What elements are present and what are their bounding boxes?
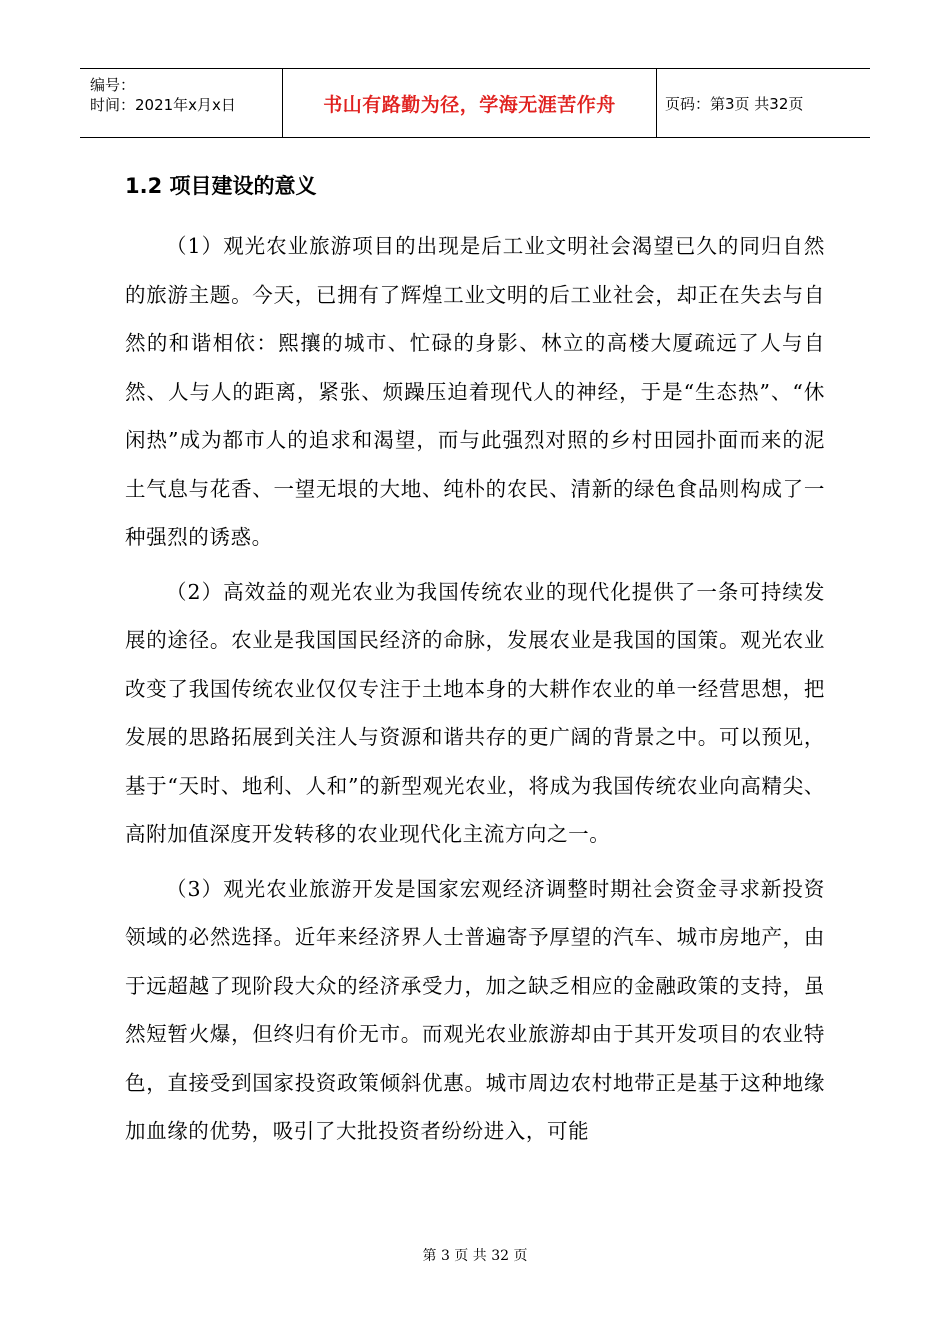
document-number-label: 编号：: [90, 76, 136, 94]
section-title: 1.2 项目建设的意义: [125, 174, 317, 198]
document-time-label: 时间：2021年x月x日: [90, 96, 236, 114]
paragraph-3: （3）观光农业旅游开发是国家宏观经济调整时期社会资金寻求新投资领域的必然选择。近年来经济界人士普遍寄予厚望的汽车、城市房地产，由于远超越了现阶段大众的经济承受力，加之缺乏相应的金融政策的支持，虽然短暂火爆，但终归有价无市。而观光农业旅游却由于其开发项目的农业特色，直接受到国家投资政策倾斜优惠。城市周边农村地带正是基于这种地缘加血缘的优势，吸引了大批投资者纷纷进入，可能: [125, 876, 825, 1143]
paragraph-1: （1）观光农业旅游项目的出现是后工业文明社会渴望已久的同归自然的旅游主题。今天，已拥有了辉煌工业文明的后工业社会，却正在失去与自然的和谐相依：熙攘的城市、忙碌的身影、林立的高楼大厦疏远了人与自然、人与人的距离，紧张、烦躁压迫着现代人的神经，于是“生态热”、“休闲热”成为都市人的追求和渴望，而与此强烈对照的乡村田园扑面而来的泥土气息与花香、一望无垠的大地、纯朴的农民、清新的绿色食品则构成了一种强烈的诱惑。: [125, 234, 825, 549]
header-motto: 书山有路勤为径，学海无涯苦作舟: [283, 69, 657, 137]
page-header: [80, 68, 870, 138]
document-body: [125, 168, 825, 1162]
header-meta: [80, 69, 283, 137]
header-page-code: 页码：第3页 共32页: [665, 94, 804, 113]
paragraph-2: （2）高效益的观光农业为我国传统农业的现代化提供了一条可持续发展的途径。农业是我国国民经济的命脉，发展农业是我国的国策。观光农业改变了我国传统农业仅仅专注于土地本身的大耕作农业的单一经营思想，把发展的思路拓展到关注人与资源和谐共存的更广阔的背景之中。可以预见，基于“天时、地利、人和”的新型观光农业，将成为我国传统农业向高精尖、高附加值深度开发转移的农业现代化主流方向之一。: [125, 579, 825, 846]
page-footer: 第 3 页 共 32 页: [422, 1248, 528, 1264]
